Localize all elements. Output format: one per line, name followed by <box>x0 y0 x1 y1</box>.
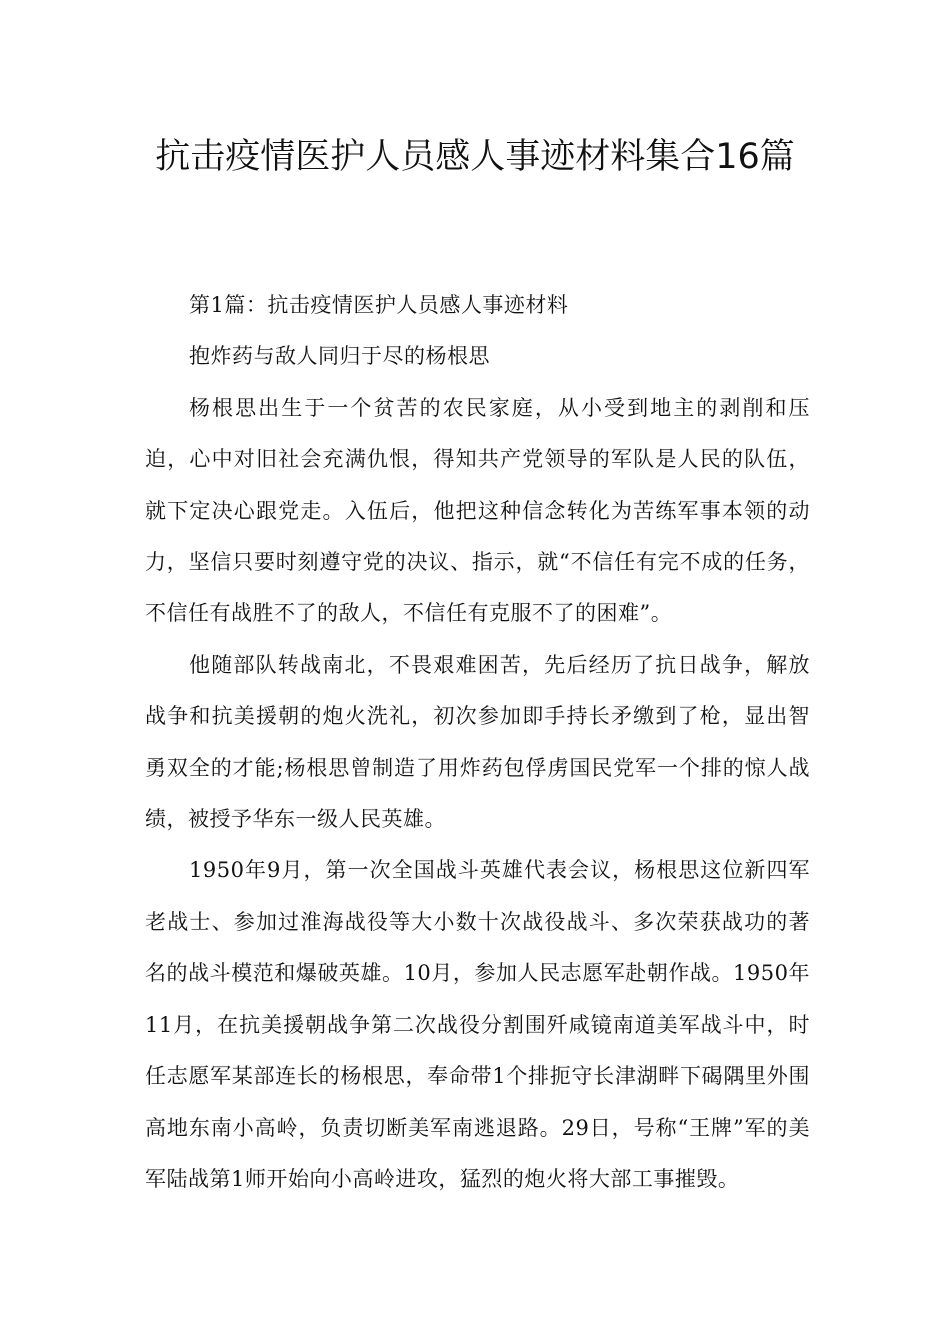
document-title: 抗击疫情医护人员感人事迹材料集合16篇 <box>155 137 795 177</box>
document-body <box>145 280 810 1205</box>
section-subtitle: 抱炸药与敌人同归于尽的杨根思 <box>189 344 490 369</box>
body-paragraph: 杨根思出生于一个贫苦的农民家庭，从小受到地主的剥削和压迫，心中对旧社会充满仇恨，得知共产党领导的军队是人民的队伍，就下定决心跟党走。入伍后，他把这种信念转化为苦练军事本领的动力，坚信只要时刻遵守党的决议、指示，就“不信任有完不成的任务，不信任有战胜不了的敌人，不信任有克服不了的困难”。 <box>145 395 810 626</box>
chapter-heading: 第1篇：抗击疫情医护人员感人事迹材料 <box>189 293 569 317</box>
body-paragraph: 他随部队转战南北，不畏艰难困苦，先后经历了抗日战争，解放战争和抗美援朝的炮火洗礼，初次参加即手持长矛缴到了枪，显出智勇双全的才能;杨根思曾制造了用炸药包俘虏国民党军一个排的惊人战绩，被授予华东一级人民英雄。 <box>145 652 810 832</box>
body-paragraph: 1950年9月，第一次全国战斗英雄代表会议，杨根思这位新四军老战士、参加过淮海战役等大小数十次战役战斗、多次荣获战功的著名的战斗模范和爆破英雄。10月，参加人民志愿军赴朝作战。1950年11月，在抗美援朝战争第二次战役分割围歼咸镜南道美军战斗中，时任志愿军某部连长的杨根思，奉命带1个排扼守长津湖畔下碣隅里外围高地东南小高岭，负责切断美军南逃退路。29日，号称“王牌”军的美军陆战第1师开始向小高岭进攻，猛烈的炮火将大部工事摧毁。 <box>145 858 810 1191</box>
